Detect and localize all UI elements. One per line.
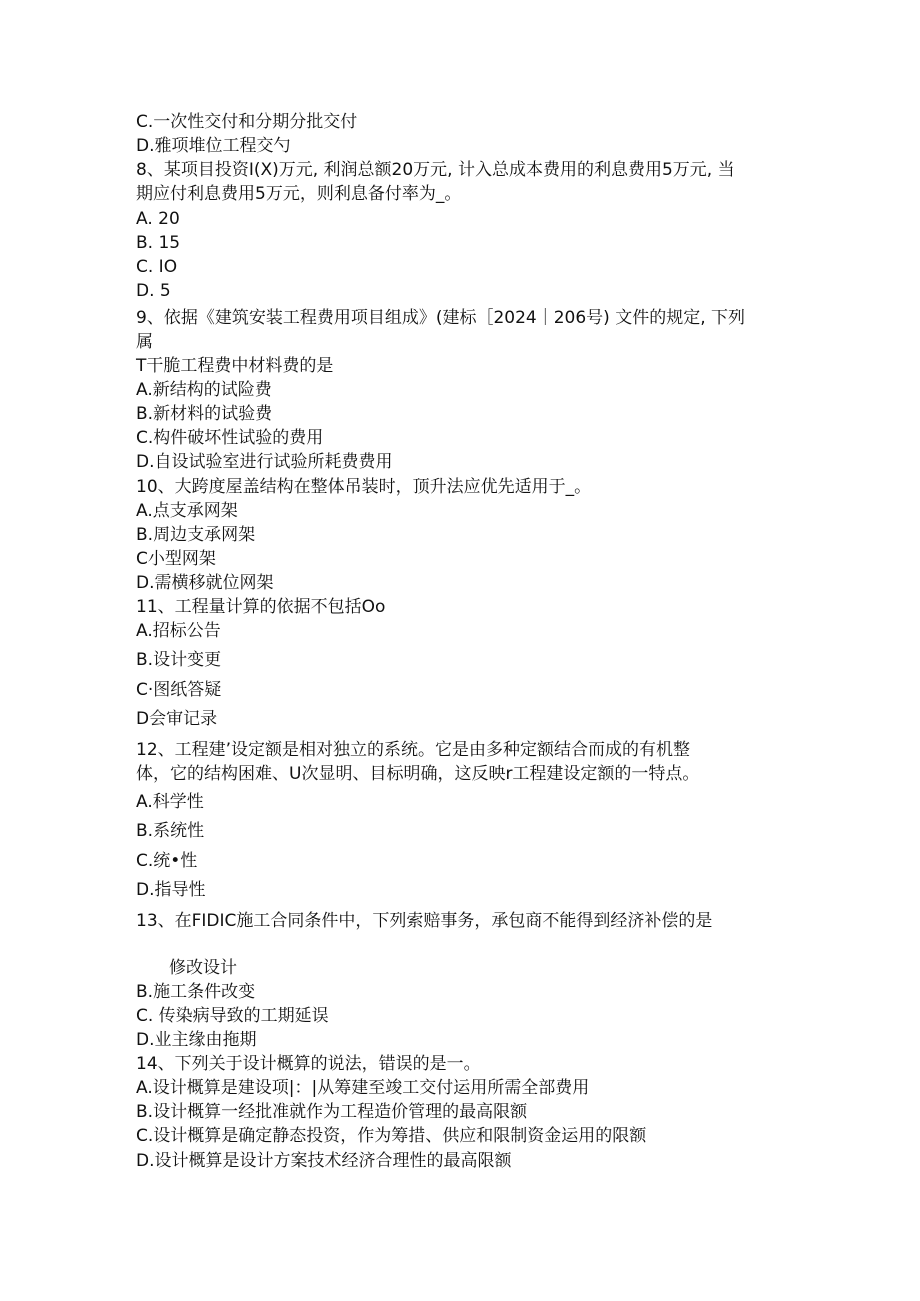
option-a-q8: A. 20 [136, 209, 180, 229]
option-d-q12: D.指导性 [136, 880, 206, 900]
option-c-q11: C·图纸答疑 [136, 680, 222, 700]
option-c-q14: C.设计概算是确定静态投资，作为筹措、供应和限制资金运用的限额 [136, 1126, 647, 1146]
option-c-q12: C.统•性 [136, 851, 198, 871]
option-a-q10: A.点支承网架 [136, 501, 238, 521]
option-a-q13: 修改设计 [169, 958, 237, 978]
option-c-q13: C. 传染病导致的工期延误 [136, 1006, 329, 1026]
question-8-line-2: 期应付利息费用5万元，则利息备付率为_。 [136, 184, 462, 204]
question-12-line-1: 12、工程建’设定额是相对独立的系统。它是由多种定额结合而成的有机整 [136, 740, 691, 760]
option-b-q9: B.新材料的试验费 [136, 404, 273, 424]
option-a-q12: A.科学性 [136, 792, 204, 812]
question-14: 14、下列关于设计概算的说法，错误的是一。 [136, 1054, 481, 1074]
option-c-q9: C.构件破坏性试验的费用 [136, 428, 324, 448]
option-b-q11: B.设计变更 [136, 650, 222, 670]
option-d-q9: D.自设试验室进行试验所耗费费用 [136, 452, 393, 472]
option-d-q11: D会审记录 [136, 709, 218, 729]
option-a-q9: A.新结构的试险费 [136, 380, 272, 400]
option-d-q8: D. 5 [136, 281, 171, 301]
option-b-q12: B.系统性 [136, 821, 205, 841]
option-c-q8: C. IO [136, 257, 178, 277]
question-9-line-2: 属 [136, 332, 153, 352]
option-c-q10: C小型网架 [136, 549, 216, 569]
option-b-q8: B. 15 [136, 233, 181, 253]
question-8-line-1: 8、某项目投资I(X)万元, 利润总额20万元, 计入总成本费用的利息费用5万元, 当 [136, 160, 735, 180]
option-c-q7: C.一次性交付和分期分批交付 [136, 112, 358, 132]
option-d-q14: D.设计概算是设计方案技术经济合理性的最高限额 [136, 1151, 512, 1171]
question-12-line-2: 体，它的结构困难、U次显明、目标明确，这反映r工程建设定额的一特点。 [136, 764, 700, 784]
option-d-q7: D.雅项堆位工程交勺 [136, 136, 291, 156]
option-b-q10: B.周边支承网架 [136, 525, 256, 545]
question-9-line-1: 9、依据《建筑安装工程费用项目组成》(建标［2024｜206号) 文件的规定, 下列 [136, 308, 746, 328]
option-a-q11: A.招标公告 [136, 621, 221, 641]
question-9-line-3: T干脆工程费中材料费的是 [136, 356, 334, 376]
option-d-q10: D.需横移就位网架 [136, 573, 274, 593]
question-10: 10、大跨度屋盖结构在整体吊装时，顶升法应优先适用于_。 [136, 477, 592, 497]
option-a-q14: A.设计概算是建设项|：|从筹建至竣工交付运用所需全部费用 [136, 1078, 590, 1098]
option-b-q13: B.施工条件改变 [136, 982, 256, 1002]
question-13: 13、在FIDIC施工合同条件中，下列索赔事务，承包商不能得到经济补偿的是 [136, 911, 713, 931]
option-d-q13: D.业主缘由拖期 [136, 1030, 257, 1050]
question-11: 11、工程量计算的依据不包括Oo [136, 597, 386, 617]
option-b-q14: B.设计概算一经批准就作为工程造价管理的最高限额 [136, 1102, 528, 1122]
